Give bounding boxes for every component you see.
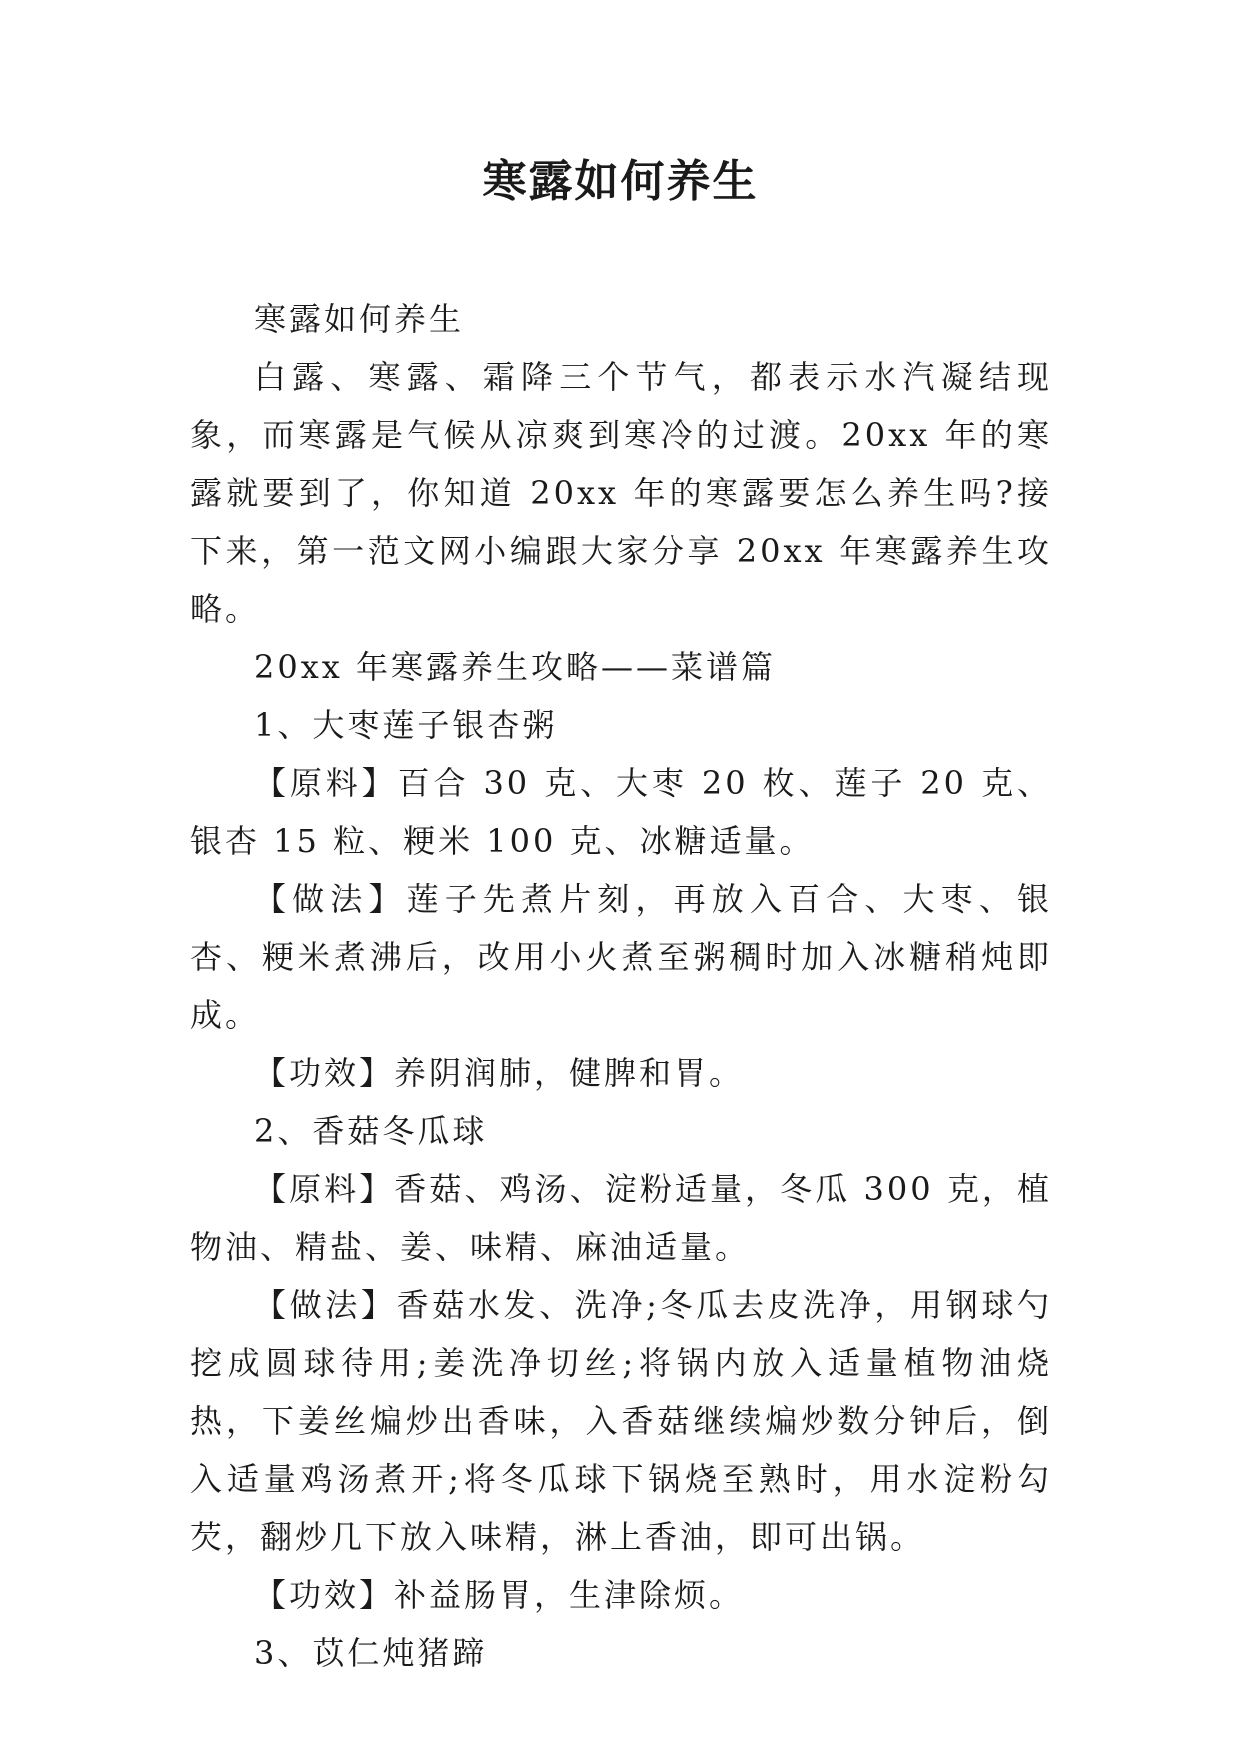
recipe-1-title: 1、大枣莲子银杏粥 xyxy=(254,706,558,744)
document-body xyxy=(190,290,1052,1682)
section-heading: 20xx 年寒露养生攻略——菜谱篇 xyxy=(254,648,776,686)
recipe-2-title: 2、香菇冬瓜球 xyxy=(254,1112,488,1150)
recipe-1-method: 【做法】莲子先煮片刻，再放入百合、大枣、银杏、粳米煮沸后，改用小火煮至粥稠时加入冰糖稍炖即成。 xyxy=(190,880,1052,1034)
recipe-1-effect: 【功效】养阴润肺，健脾和胃。 xyxy=(254,1054,745,1092)
recipe-3-title: 3、苡仁炖猪蹄 xyxy=(254,1634,488,1672)
paragraph-intro: 白露、寒露、霜降三个节气，都表示水汽凝结现象，而寒露是气候从凉爽到寒冷的过渡。20xx 年的寒露就要到了，你知道 20xx 年的寒露要怎么养生吗?接下来，第一范文网小编跟大家分享 20xx 年寒露养生攻略。 xyxy=(190,358,1052,628)
recipe-1-ingredients: 【原料】百合 30 克、大枣 20 枚、莲子 20 克、银杏 15 粒、粳米 100 克、冰糖适量。 xyxy=(190,764,1052,860)
recipe-2-method: 【做法】香菇水发、洗净;冬瓜去皮洗净，用钢球勺挖成圆球待用;姜洗净切丝;将锅内放入适量植物油烧热，下姜丝煸炒出香味，入香菇继续煸炒数分钟后，倒入适量鸡汤煮开;将冬瓜球下锅烧至熟时，用水淀粉勾芡，翻炒几下放入味精，淋上香油，即可出锅。 xyxy=(190,1286,1052,1556)
paragraph-subtitle: 寒露如何养生 xyxy=(254,300,465,338)
recipe-2-effect: 【功效】补益肠胃，生津除烦。 xyxy=(254,1576,745,1614)
recipe-2-ingredients: 【原料】香菇、鸡汤、淀粉适量，冬瓜 300 克，植物油、精盐、姜、味精、麻油适量。 xyxy=(190,1170,1052,1266)
document-title: 寒露如何养生 xyxy=(482,156,759,207)
